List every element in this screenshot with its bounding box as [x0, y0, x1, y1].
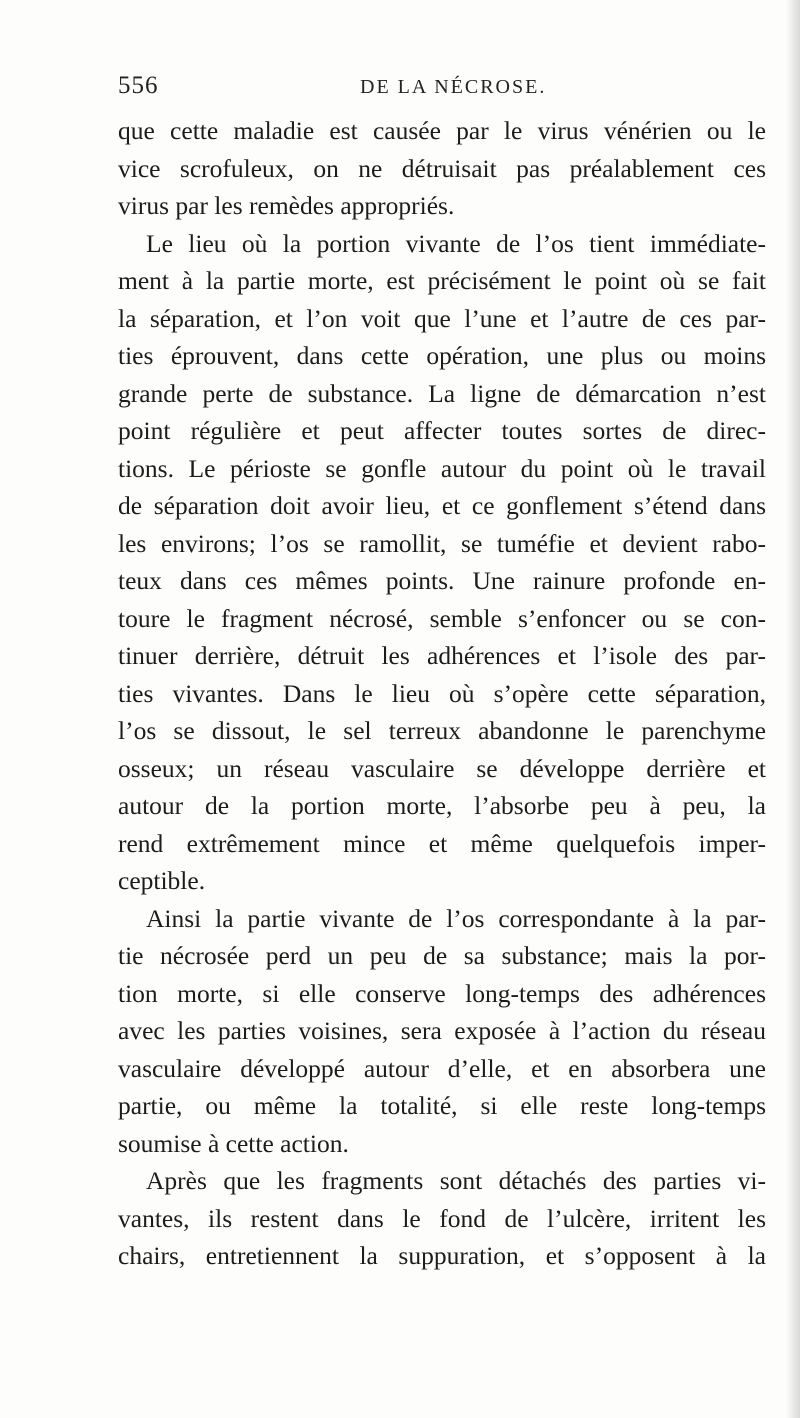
text-line: osseux; un réseau vasculaire se développe derrière et — [118, 753, 766, 783]
text-line: rend extrêmement mince et même quelquefois imper- — [118, 828, 766, 858]
text-line: ceptible. — [118, 866, 206, 895]
body-text — [118, 112, 766, 1275]
text-line: que cette maladie est causée par le virus vénérien ou le — [118, 116, 766, 145]
page-number: 556 — [118, 72, 159, 99]
text-line: tinuer derrière, détruit les adhérences et l’isole des par- — [118, 641, 766, 670]
text-line: teux dans ces mêmes points. Une rainure profonde en- — [118, 566, 766, 595]
text-line: chairs, entretiennent la suppuration, et s’opposent à la — [118, 1241, 766, 1270]
text-line: ties vivantes. Dans le lieu où s’opère cette séparation, — [118, 678, 766, 708]
text-line: virus par les remèdes appropriés. — [118, 191, 455, 220]
text-line: soumise à cette action. — [118, 1128, 349, 1158]
text-line: partie, ou même la totalité, si elle reste long-temps — [118, 1091, 766, 1120]
page-edge-shadow — [786, 0, 800, 1418]
text-line: tie nécrosée perd un peu de sa substance; mais la por- — [118, 941, 766, 970]
text-line: vantes, ils restent dans le fond de l’ulcère, irritent les — [118, 1203, 766, 1233]
text-line: la séparation, et l’on voit que l’une et l’autre de ces par- — [118, 303, 766, 333]
text-line: tions. Le périoste se gonfle autour du point où le travail — [118, 453, 766, 483]
text-line: les environs; l’os se ramollit, se tuméfie et devient rabo- — [118, 528, 766, 558]
running-head — [118, 72, 718, 108]
text-line: vasculaire développé autour d’elle, et en absorbera une — [118, 1053, 766, 1083]
paragraph-start-line: Le lieu où la portion vivante de l’os tient immédiate- — [146, 228, 766, 258]
text-line: de séparation doit avoir lieu, et ce gonflement s’étend dans — [118, 491, 766, 520]
text-line: toure le fragment nécrosé, semble s’enfoncer ou se con- — [118, 603, 766, 633]
running-title: DE LA NÉCROSE. — [360, 76, 547, 98]
text-line: ties éprouvent, dans cette opération, une plus ou moins — [118, 341, 766, 370]
text-line: grande perte de substance. La ligne de démarcation n’est — [118, 378, 766, 408]
text-line: tion morte, si elle conserve long-temps des adhérences — [118, 978, 766, 1008]
paragraph-start-line: Ainsi la partie vivante de l’os correspondante à la par- — [146, 903, 766, 933]
paragraph-start-line: Après que les fragments sont détachés des parties vi- — [146, 1166, 766, 1195]
text-line: vice scrofuleux, on ne détruisait pas préalablement ces — [118, 153, 766, 183]
text-line: l’os se dissout, le sel terreux abandonne le parenchyme — [118, 716, 766, 745]
text-line: autour de la portion morte, l’absorbe peu à peu, la — [118, 791, 766, 820]
text-line: avec les parties voisines, sera exposée à l’action du réseau — [118, 1016, 766, 1045]
text-line: ment à la partie morte, est précisément le point où se fait — [118, 266, 766, 295]
text-line: point régulière et peut affecter toutes sortes de direc- — [118, 416, 766, 445]
